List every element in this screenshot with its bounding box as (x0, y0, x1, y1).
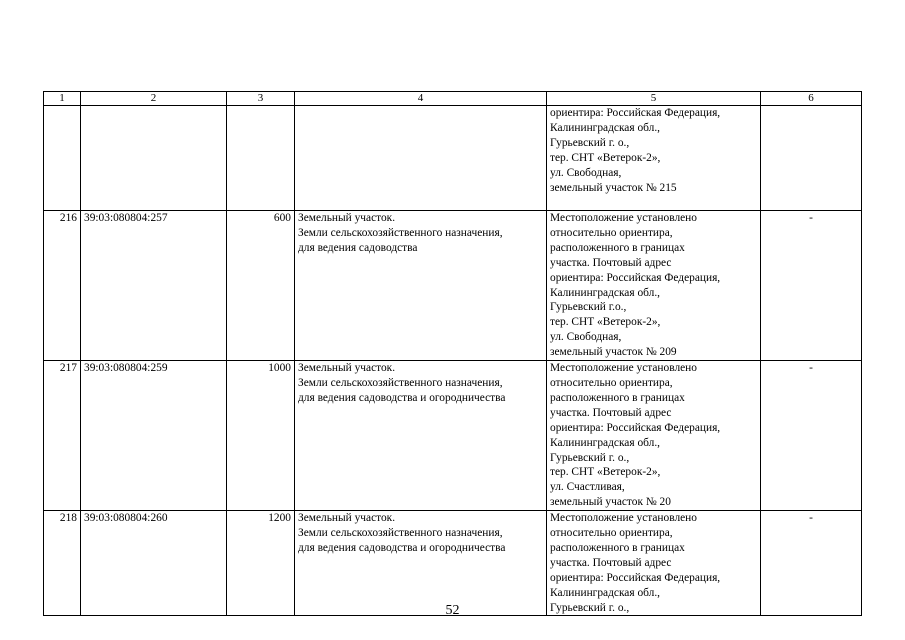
plot-description-line: для ведения садоводства и огородничества (298, 391, 506, 404)
location-line: Местоположение установлено (550, 362, 697, 375)
plot-description-line: для ведения садоводства (298, 241, 418, 254)
area-cell: 1000 (227, 361, 295, 511)
cadastral-number-cell: 39:03:080804:257 (81, 211, 227, 361)
location-line: относительно ориентира, (550, 226, 673, 239)
location-line: Калининградская обл., (550, 286, 661, 299)
location-line: расположенного в границах (550, 241, 685, 254)
cadastral-number-cell: 39:03:080804:259 (81, 361, 227, 511)
table-row (44, 106, 862, 211)
note-cell: - (761, 211, 862, 361)
location-line: Калининградская обл., (550, 436, 661, 449)
plot-description-line: Земельный участок. (298, 362, 396, 375)
plot-description-line: Земли сельскохозяйственного назначения, (298, 376, 503, 389)
location-line: Калининградская обл., (550, 586, 661, 599)
table-body (44, 92, 862, 616)
location-line: ориентира: Российская Федерация, (550, 271, 721, 284)
cadastral-number-cell: 39:03:080804:260 (81, 511, 227, 616)
land-plots-table (43, 91, 862, 616)
location-line: расположенного в границах (550, 391, 685, 404)
location-cell (547, 211, 761, 361)
location-line: участка. Почтовый адрес (550, 406, 672, 419)
plot-description-cell (295, 361, 547, 511)
location-line: расположенного в границах (550, 541, 685, 554)
location-line: ул. Свободная, (550, 166, 622, 179)
location-line: тер. СНТ «Ветерок-2», (550, 466, 661, 479)
plot-description-line: Земельный участок. (298, 512, 396, 525)
area-cell (227, 106, 295, 211)
plot-number-cell (44, 106, 81, 211)
location-line: ориентира: Российская Федерация, (550, 421, 721, 434)
location-line: земельный участок № 20 (550, 496, 671, 509)
location-cell (547, 511, 761, 616)
column-header-2: 2 (81, 92, 227, 106)
plot-number-cell: 218 (44, 511, 81, 616)
plot-description-line: Земельный участок. (298, 212, 396, 224)
location-line: ориентира: Российская Федерация, (550, 571, 721, 584)
area-cell: 600 (227, 211, 295, 361)
cadastral-number-cell (81, 106, 227, 211)
location-line: земельный участок № 215 (550, 181, 677, 194)
note-cell (761, 106, 862, 211)
location-line: тер. СНТ «Ветерок-2», (550, 151, 661, 164)
plot-description-cell (295, 106, 547, 211)
plot-number-cell: 217 (44, 361, 81, 511)
column-header-5: 5 (547, 92, 761, 106)
plot-number-cell: 216 (44, 211, 81, 361)
location-line: Гурьевский г. о., (550, 136, 630, 149)
location-line: Местоположение установлено (550, 512, 697, 525)
location-line: тер. СНТ «Ветерок-2», (550, 316, 661, 329)
location-line: Калининградская обл., (550, 121, 661, 134)
note-cell: - (761, 511, 862, 616)
plot-description-cell (295, 511, 547, 616)
location-line: земельный участок № 209 (550, 346, 677, 359)
location-line: относительно ориентира, (550, 527, 673, 540)
location-line: ул. Счастливая, (550, 481, 625, 494)
plot-description-cell (295, 211, 547, 361)
note-cell: - (761, 361, 862, 511)
plot-description-line: для ведения садоводства и огородничества (298, 541, 506, 554)
column-header-4: 4 (295, 92, 547, 106)
column-header-1: 1 (44, 92, 81, 106)
location-line: Гурьевский г. о., (550, 601, 630, 614)
page-number: 52 (445, 603, 460, 618)
column-header-6: 6 (761, 92, 862, 106)
location-line: относительно ориентира, (550, 376, 673, 389)
table-row (44, 211, 862, 361)
table-row (44, 511, 862, 616)
area-cell: 1200 (227, 511, 295, 616)
column-header-3: 3 (227, 92, 295, 106)
location-line: Гурьевский г. о., (550, 451, 630, 464)
location-line: ул. Свободная, (550, 331, 622, 344)
plot-description-line: Земли сельскохозяйственного назначения, (298, 226, 503, 239)
location-line: ориентира: Российская Федерация, (550, 107, 721, 119)
location-cell (547, 106, 761, 211)
location-line: Местоположение установлено (550, 212, 697, 224)
location-line: участка. Почтовый адрес (550, 256, 672, 269)
column-number-row (44, 92, 862, 106)
location-line: участка. Почтовый адрес (550, 556, 672, 569)
location-line: Гурьевский г.о., (550, 301, 627, 314)
table-row (44, 361, 862, 511)
plot-description-line: Земли сельскохозяйственного назначения, (298, 527, 503, 540)
location-cell (547, 361, 761, 511)
